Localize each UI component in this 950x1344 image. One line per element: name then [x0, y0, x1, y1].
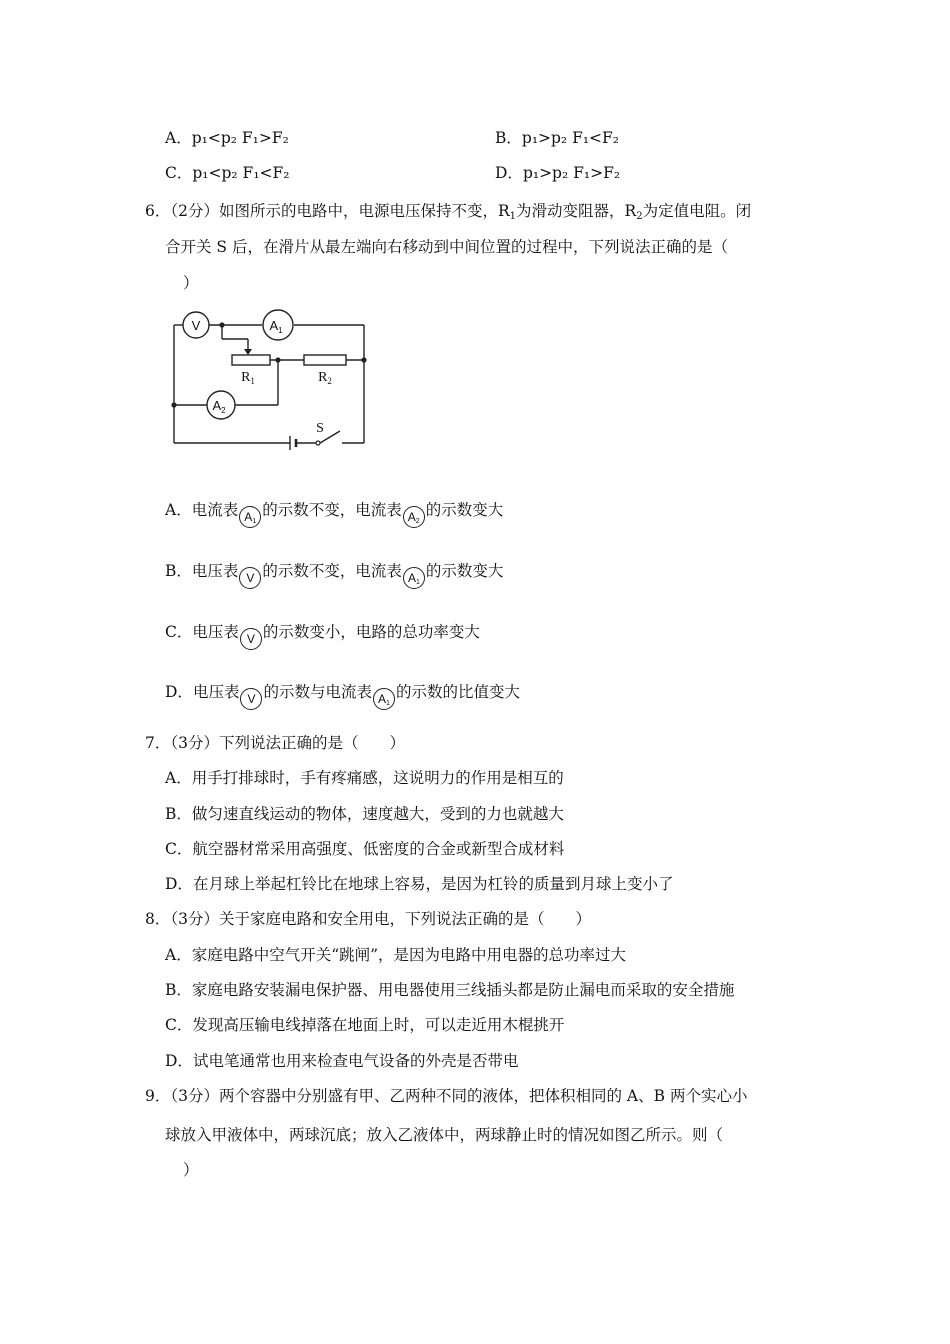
ammeter-a2-label: $A_2$: [212, 398, 226, 415]
ammeter-a1-icon: $A_1$: [403, 567, 425, 589]
q9-stem-line3: ）: [183, 1161, 199, 1179]
switch-label: S: [316, 421, 324, 436]
voltmeter-icon: V: [240, 688, 262, 710]
junction-dot: [171, 402, 176, 407]
ammeter-a2-icon: $A_2$: [403, 506, 425, 528]
q6-option-a: A．电流表 $A_1$的示数不变，电流表 $A_2$的示数变大: [165, 500, 503, 528]
slider-arrow-icon: [244, 349, 252, 355]
voltmeter-icon: V: [239, 567, 261, 589]
q5-option-b: B．p₁>p₂ F₁<F₂: [495, 129, 620, 147]
ammeter-a1-icon: $A_1$: [239, 506, 261, 528]
q5-option-d: D．p₁>p₂ F₁>F₂: [495, 164, 621, 182]
q6-stem-line1: 6．（2分）如图所示的电路中，电源电压保持不变，$R_1$为滑动变阻器，$R_2$为定值电阻。闭: [145, 202, 752, 222]
junction-dot: [219, 322, 224, 327]
r2-resistor: [304, 355, 346, 365]
q8-option-c: C．发现高压输电线掉落在地面上时，可以走近用木棍挑开: [165, 1016, 565, 1034]
junction-dot: [275, 357, 280, 362]
q7-stem: 7．（3分）下列说法正确的是（ ）: [145, 734, 406, 752]
q6-score: （2分）: [170, 202, 219, 220]
q5-option-a: A．p₁<p₂ F₁>F₂: [165, 129, 289, 147]
q5-option-c: C．p₁<p₂ F₁<F₂: [165, 164, 290, 182]
q9-stem-line1: 9．（3分）两个容器中分别盛有甲、乙两种不同的液体，把体积相同的 A、B 两个实心小: [145, 1087, 748, 1105]
q6-number: 6．: [145, 202, 171, 220]
ammeter-a1-label: $A_1$: [269, 318, 283, 335]
circuit-diagram: [160, 305, 380, 455]
r1-label: $R_1$: [241, 370, 255, 386]
q6-stem-line3: ）: [183, 274, 199, 292]
q8-stem: 8．（3分）关于家庭电路和安全用电，下列说法正确的是（ ）: [145, 910, 592, 928]
q7-option-c: C．航空器材常采用高强度、低密度的合金或新型合成材料: [165, 840, 565, 858]
ammeter-a1-icon: $A_1$: [373, 688, 395, 710]
voltmeter-label: V: [191, 318, 201, 333]
q9-stem-line2: 球放入甲液体中，两球沉底；放入乙液体中，两球静止时的情况如图乙所示。则（: [165, 1126, 724, 1144]
r1-resistor: [232, 355, 270, 365]
q6-stem-line2: 合开关 S 后，在滑片从最左端向右移动到中间位置的过程中，下列说法正确的是（: [165, 238, 728, 256]
q6-option-c: C．电压表 V 的示数变小，电路的总功率变大: [165, 622, 480, 650]
q6-option-b: B．电压表 V 的示数不变，电流表 $A_1$的示数变大: [165, 561, 503, 589]
q7-option-b: B．做匀速直线运动的物体，速度越大，受到的力也就越大: [165, 805, 564, 823]
q7-option-d: D．在月球上举起杠铃比在地球上容易，是因为杠铃的质量到月球上变小了: [165, 875, 674, 893]
q8-option-d: D．试电笔通常也用来检查电气设备的外壳是否带电: [165, 1052, 519, 1070]
q6-option-d: D．电压表 V 的示数与电流表 $A_1$的示数的比值变大: [165, 682, 520, 710]
q8-option-b: B．家庭电路安装漏电保护器、用电器使用三线插头都是防止漏电而采取的安全措施: [165, 981, 735, 999]
junction-dot: [361, 357, 366, 362]
voltmeter-icon: V: [240, 628, 262, 650]
q8-option-a: A．家庭电路中空气开关“跳闸”，是因为电路中用电器的总功率过大: [165, 946, 627, 964]
switch-contact: [316, 441, 320, 445]
q7-option-a: A．用手打排球时，手有疼痛感，这说明力的作用是相互的: [165, 769, 564, 787]
r2-label: $R_2$: [318, 370, 332, 386]
